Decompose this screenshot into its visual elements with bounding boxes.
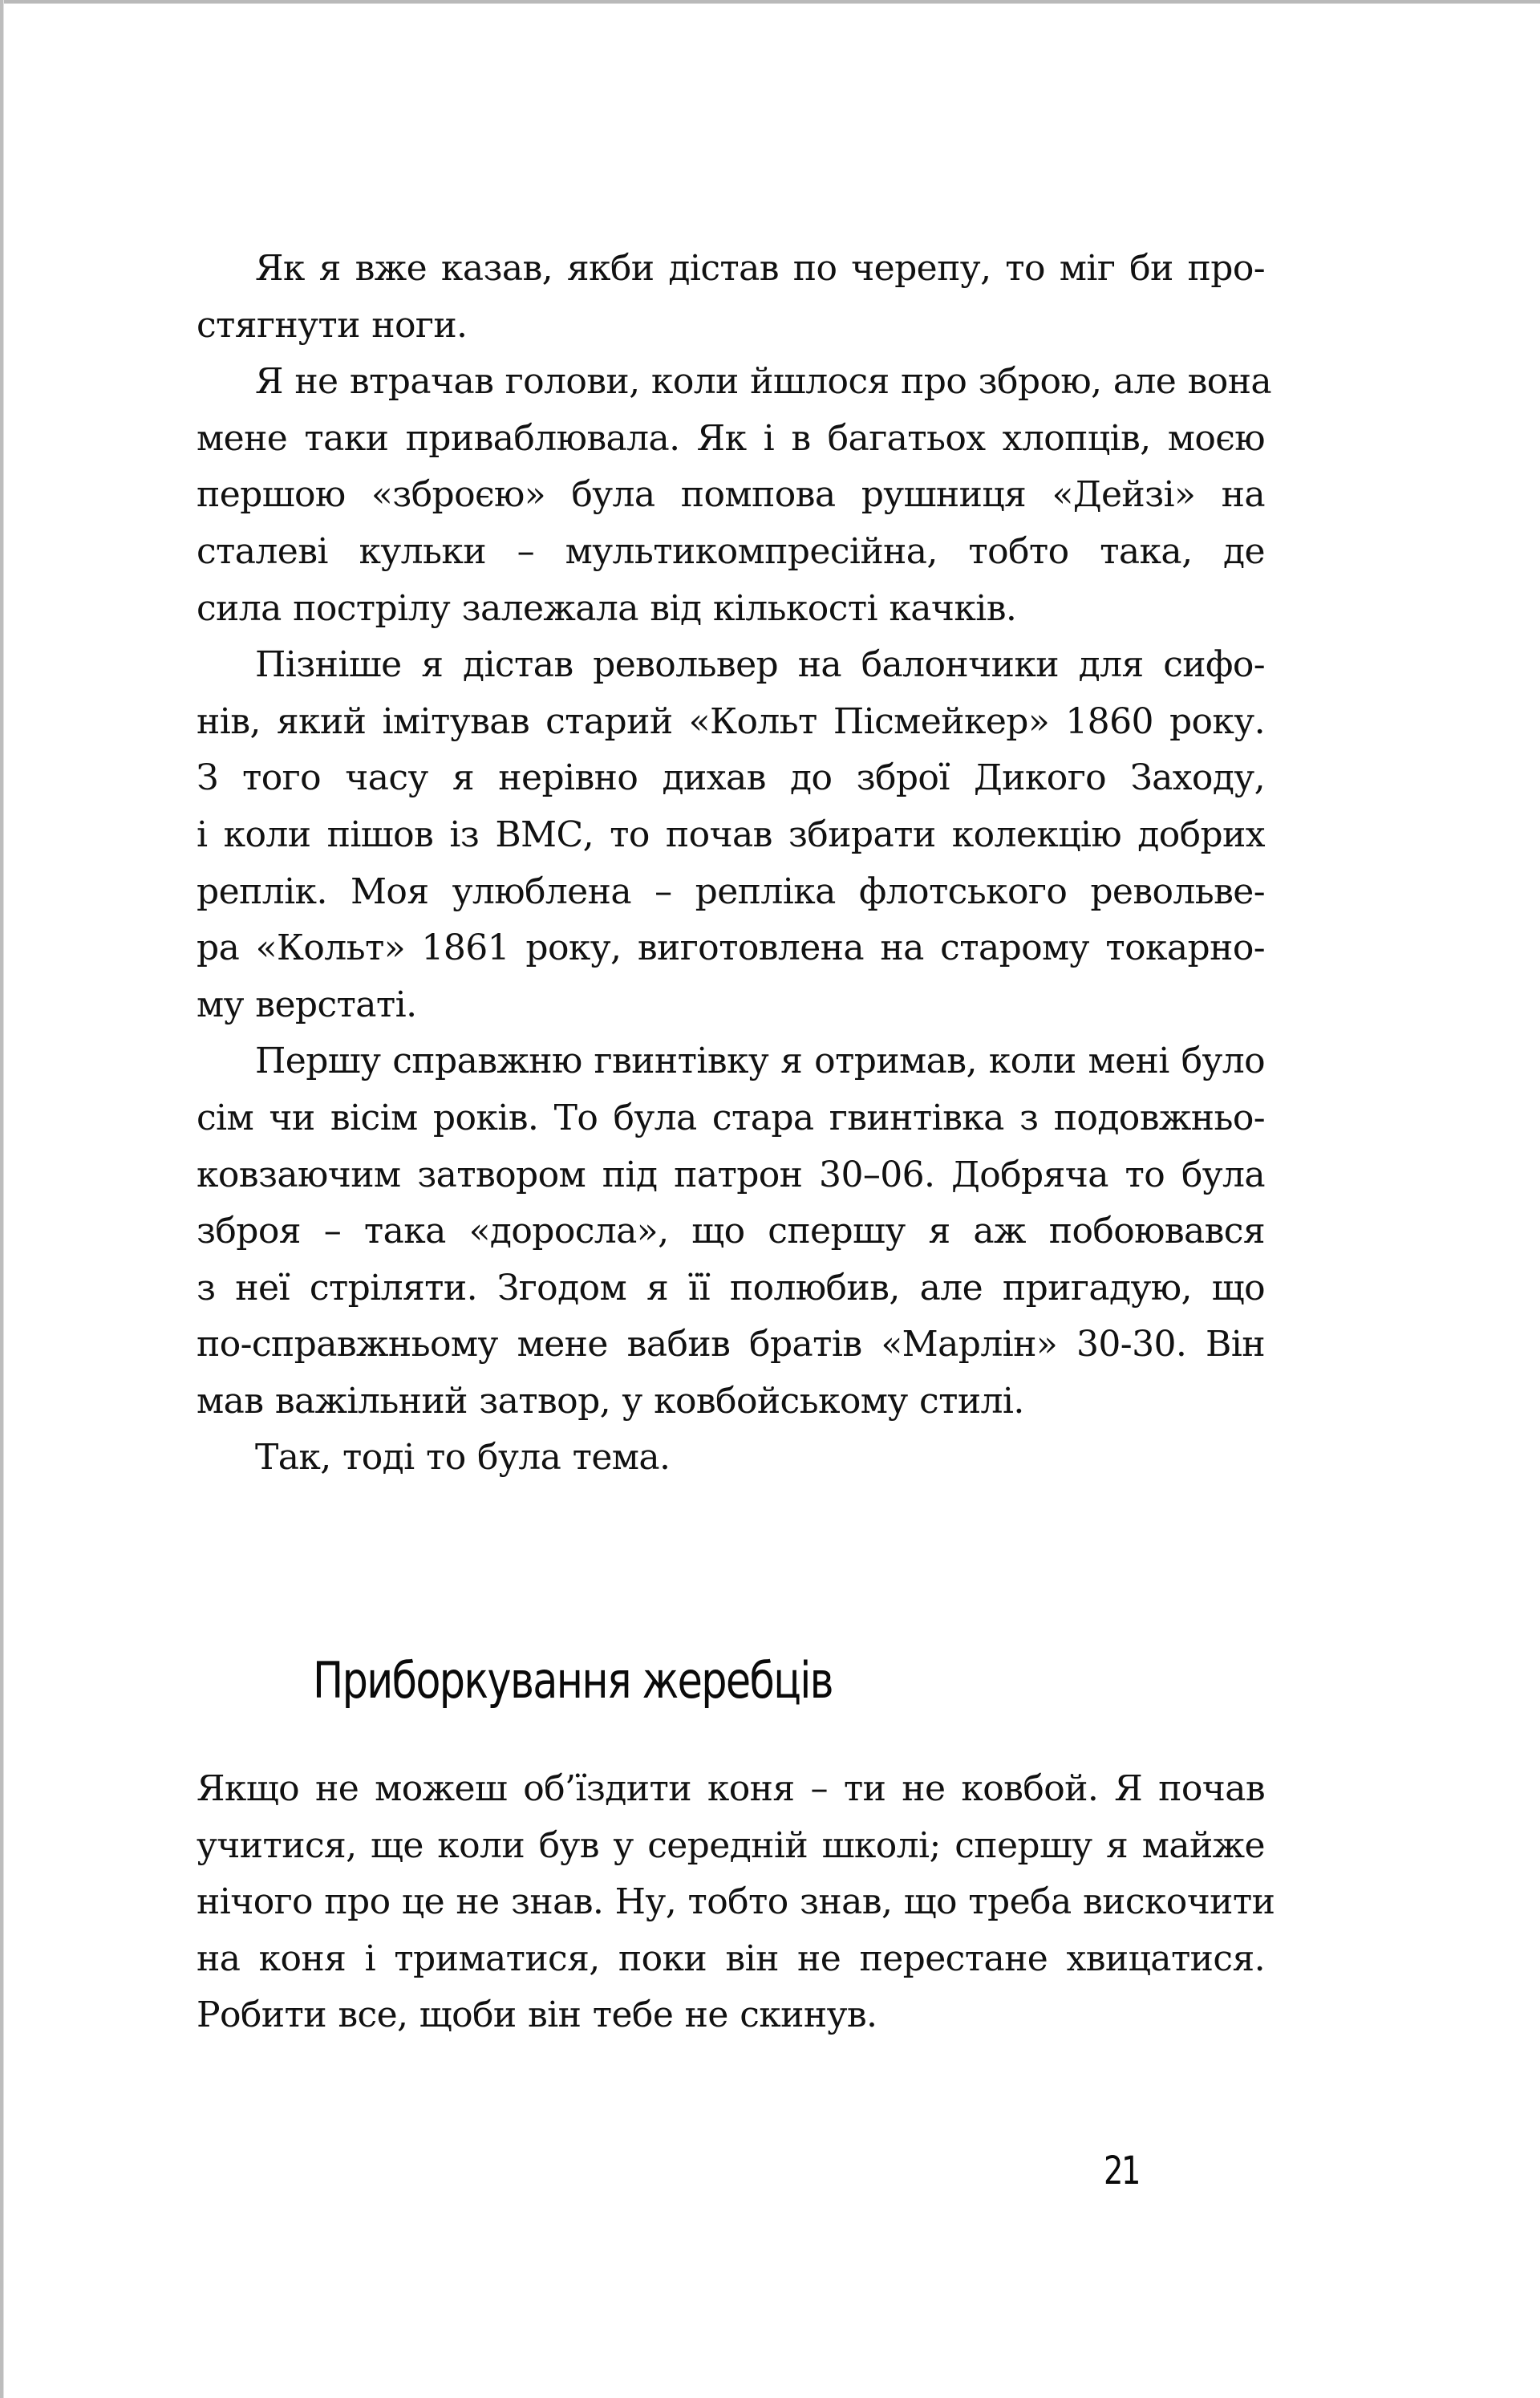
text-line: ковзаючим затвором під патрон 30–06. Добряча то була [197, 1154, 1265, 1195]
text-line: Як я вже казав, якби дістав по черепу, то міг би про- [255, 248, 1265, 289]
text-line: З того часу я нерівно дихав до зброї Дикого Заходу, [197, 757, 1265, 799]
text-line: Пізніше я дістав револьвер на балончики для сифо- [255, 644, 1265, 686]
text-line: ра «Кольт» 1861 року, виготовлена на старому токарно- [197, 927, 1265, 969]
text-line: Так, тоді то була тема. [255, 1437, 671, 1479]
text-line: з неї стріляти. Згодом я її полюбив, але пригадую, що [197, 1267, 1265, 1309]
text-line: мав важільний затвор, у ковбойському стилі. [197, 1380, 1024, 1422]
text-line: учитися, ще коли був у середній школі; спершу я майже [197, 1824, 1265, 1866]
text-line: Робити все, щоби він тебе не скинув. [197, 1994, 877, 2036]
text-line: мене таки приваблювала. Як і в багатьох хлопців, моєю [197, 417, 1265, 459]
section-1-body [197, 241, 1272, 1487]
page-number: 21 [1104, 2148, 1140, 2193]
text-line: Першу справжню гвинтівку я отримав, коли мені було [255, 1041, 1265, 1082]
text-line: сила пострілу залежала від кількості качків. [197, 587, 1017, 629]
text-line: сім чи вісім років. То була стара гвинтівка з подовжньо- [197, 1097, 1265, 1138]
text-line: Якщо не можеш об’їздити коня – ти не ковбой. Я почав [197, 1768, 1265, 1809]
text-line: першою «зброєю» була помпова рушниця «Дейзі» на [197, 474, 1265, 516]
text-line: зброя – така «доросла», що спершу я аж побоювався [197, 1211, 1265, 1252]
text-line: і коли пішов із ВМС, то почав збирати колекцію добрих [197, 814, 1265, 855]
text-line: стягнути ноги. [197, 304, 468, 346]
text-line: нів, який імітував старий «Кольт Пісмейкер» 1860 року. [197, 700, 1265, 742]
text-line: на коня і триматися, поки він не перестане хвицатися. [197, 1937, 1265, 1979]
text-line: сталеві кульки – мультикомпресійна, тобто така, де [197, 530, 1265, 572]
text-line: реплік. Моя улюблена – репліка флотського револьве- [197, 870, 1265, 912]
section-heading: Приборкування жеребців [313, 1651, 833, 1710]
text-line: нічого про це не знав. Ну, тобто знав, що треба вискочити [197, 1881, 1275, 1923]
text-line: по-справжньому мене вабив братів «Марлін» 30-30. Він [197, 1324, 1265, 1365]
section-2-body [197, 1761, 1275, 2044]
text-line: Я не втрачав голови, коли йшлося про зброю, але вона [255, 361, 1272, 403]
text-line: му верстаті. [197, 984, 417, 1025]
